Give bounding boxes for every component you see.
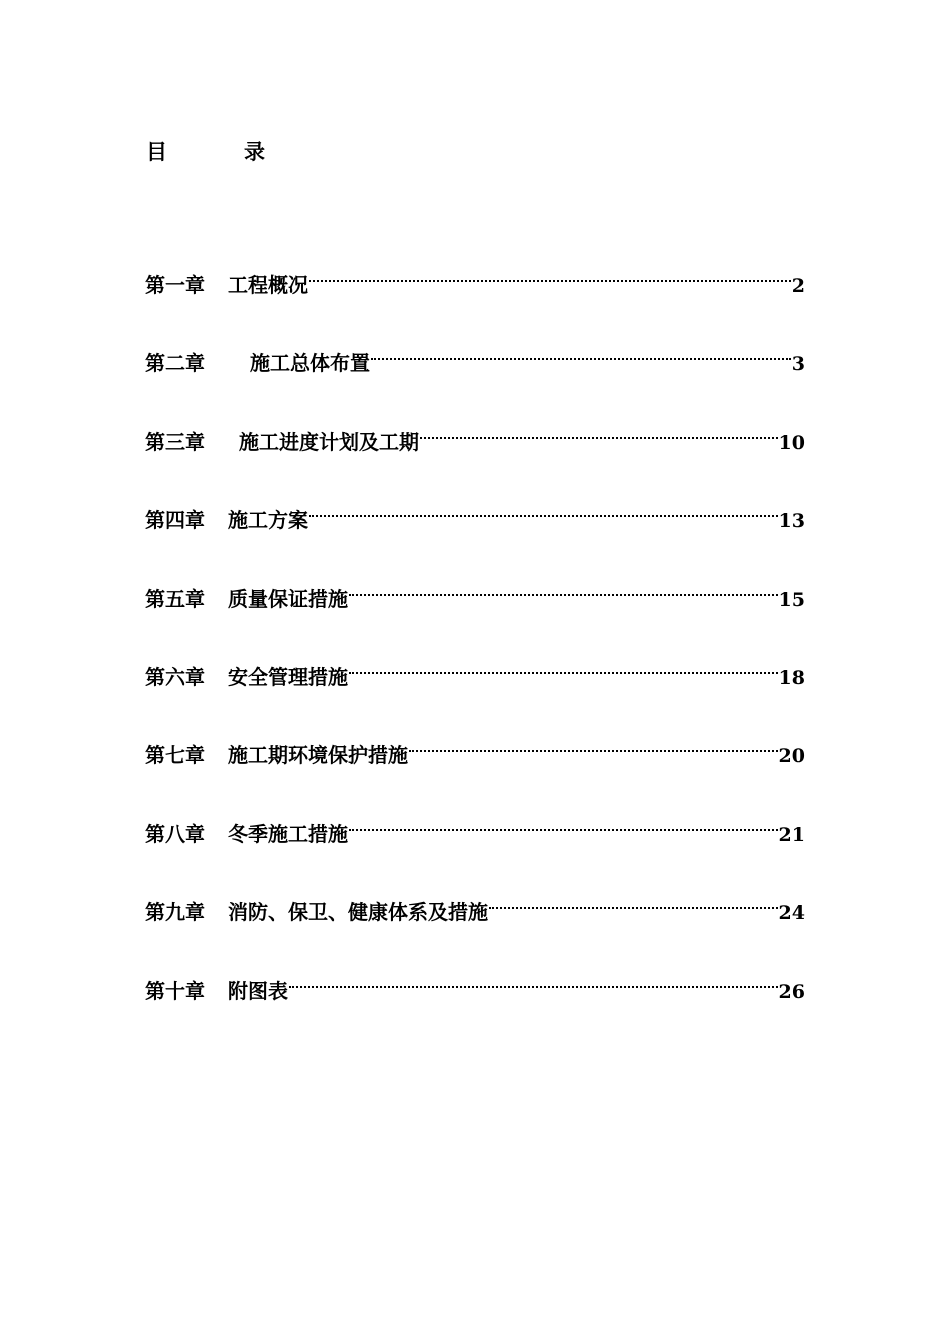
toc-entry-8[interactable]	[145, 813, 805, 846]
chapter-label: 第三章	[145, 429, 205, 454]
page-number: 13	[778, 510, 805, 533]
entry-title: 施工期环境保护措施	[228, 743, 408, 768]
toc-entry-6[interactable]	[145, 656, 805, 689]
entry-title: 消防、保卫、健康体系及措施	[228, 900, 488, 925]
dot-leader	[309, 499, 778, 527]
chapter-label: 第五章	[145, 586, 205, 611]
toc-entry-1[interactable]	[145, 264, 805, 297]
dot-leader	[409, 734, 778, 762]
chapter-label: 第六章	[145, 664, 205, 689]
chapter-label: 第一章	[145, 273, 205, 297]
toc-entry-4[interactable]	[145, 499, 805, 533]
page-number: 3	[791, 353, 805, 376]
entry-title: 施工进度计划及工期	[239, 429, 419, 454]
page-number: 2	[791, 275, 805, 297]
entry-title: 施工方案	[228, 508, 308, 533]
dot-leader	[371, 342, 791, 370]
page-number: 20	[778, 745, 805, 768]
title-char-2: 录	[244, 139, 265, 164]
entry-title: 工程概况	[228, 273, 308, 297]
toc-entry-3[interactable]	[145, 421, 805, 454]
dot-leader	[489, 891, 778, 919]
chapter-label: 第七章	[145, 743, 205, 768]
entry-title: 质量保证措施	[228, 586, 348, 611]
toc-entry-5[interactable]	[145, 578, 805, 611]
page-number: 21	[778, 823, 805, 846]
dot-leader	[349, 656, 778, 684]
dot-leader	[420, 421, 778, 449]
page-number: 24	[778, 902, 805, 925]
dot-leader	[289, 970, 778, 998]
entry-title: 附图表	[228, 978, 288, 1003]
dot-leader	[349, 578, 778, 606]
toc-entry-2[interactable]	[145, 342, 805, 376]
chapter-label: 第四章	[145, 508, 205, 533]
chapter-label: 第八章	[145, 821, 205, 846]
entry-title: 安全管理措施	[228, 664, 348, 689]
title-char-1: 目	[146, 139, 167, 164]
page-number: 10	[778, 431, 805, 454]
toc-entry-10[interactable]	[145, 970, 805, 1003]
toc-entry-7[interactable]	[145, 734, 805, 768]
chapter-label: 第十章	[145, 978, 205, 1003]
entry-title: 施工总体布置	[250, 351, 370, 376]
page-number: 26	[778, 980, 805, 1003]
page-number: 18	[778, 666, 805, 689]
page-number: 15	[778, 588, 805, 611]
entry-title: 冬季施工措施	[228, 821, 348, 846]
chapter-label: 第二章	[145, 351, 205, 376]
chapter-label: 第九章	[145, 900, 205, 925]
table-of-contents	[145, 264, 805, 1048]
dot-leader	[309, 264, 791, 292]
dot-leader	[349, 813, 778, 841]
toc-entry-9[interactable]	[145, 891, 805, 925]
